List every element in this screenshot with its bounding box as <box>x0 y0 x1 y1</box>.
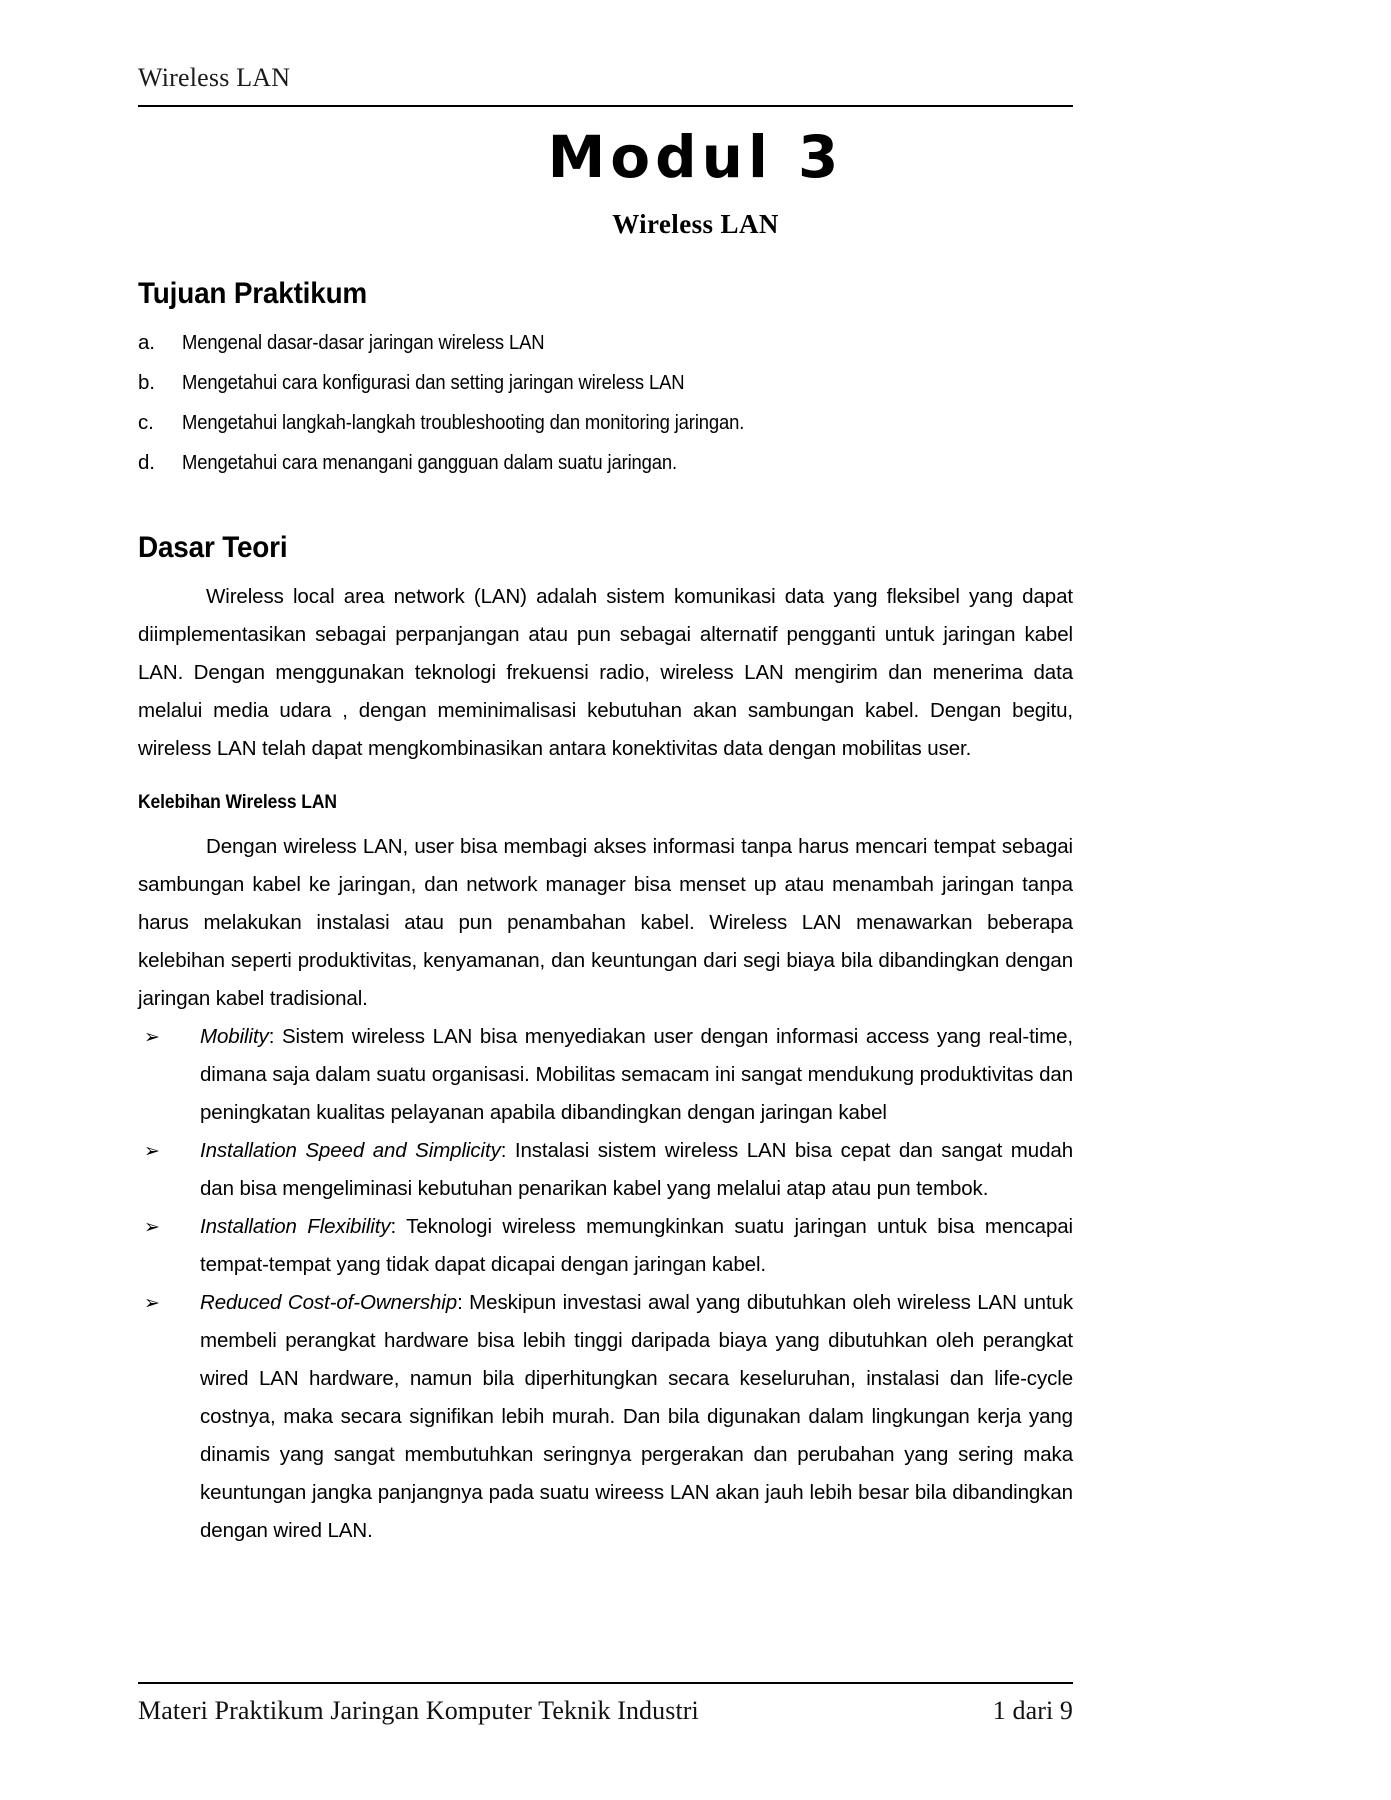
bullet-term: Installation Flexibility <box>200 1215 391 1238</box>
arrow-bullet-icon: ➢ <box>144 1140 160 1162</box>
list-marker: b. <box>138 371 155 394</box>
footer-divider <box>138 1682 1073 1684</box>
page-title: Modul 3 <box>547 123 844 191</box>
bullet-body: : Meskipun investasi awal yang dibutuhkan oleh wireless LAN untuk membeli perangkat hardware bisa lebih tinggi daripada biaya yang dibutuhkan oleh perangkat wired LAN hardware, namun bila diperhitungkan secara keseluruhan, instalasi dan life-cycle costnya, maka secara signifikan lebih murah. Dan bila digunakan dalam lingkungan kerja yang dinamis yang sangat membutuhkan seringnya pergerakan dan perubahan yang sering maka keuntungan jangka panjangnya pada suatu wireess LAN akan jauh lebih besar bila dibandingkan dengan wired LAN. <box>200 1291 1073 1542</box>
list-marker: a. <box>138 331 155 354</box>
bullet-term: Installation Speed and Simplicity <box>200 1139 501 1162</box>
theory-paragraph: Wireless local area network (LAN) adalah sistem komunikasi data yang fleksibel yang dapat diimplementasikan sebagai perpanjangan atau pun sebagai alternatif pengganti untuk jaringan kabel LAN. Dengan menggunakan teknologi frekuensi radio, wireless LAN mengirim dan menerima data melalui media udara , dengan meminimalisasi kebutuhan akan sambungan kabel. Dengan begitu, wireless LAN telah dapat mengkombinasikan antara konektivitas data dengan mobilitas user. <box>138 585 1073 760</box>
list-item <box>138 1132 1073 1208</box>
header-divider <box>138 105 1073 107</box>
list-item-text: Mengenal dasar-dasar jaringan wireless LAN <box>182 331 545 354</box>
bullet-term: Reduced Cost-of-Ownership <box>200 1291 458 1314</box>
list-item-text: Mengetahui langkah-langkah troubleshooting dan monitoring jaringan. <box>182 411 745 434</box>
arrow-bullet-icon: ➢ <box>144 1216 160 1238</box>
objectives-list <box>138 330 1073 476</box>
advantages-bullet-list <box>138 1018 1073 1550</box>
list-item <box>138 1018 1073 1132</box>
heading-spacer <box>138 566 1073 578</box>
arrow-bullet-icon: ➢ <box>144 1026 160 1048</box>
list-item <box>138 410 1073 436</box>
arrow-bullet-icon: ➢ <box>144 1292 160 1314</box>
footer-text: Materi Praktikum Jaringan Komputer Teknik Industri <box>138 1696 699 1725</box>
list-item-text: Mengetahui cara menangani gangguan dalam suatu jaringan. <box>182 451 678 474</box>
document-body <box>138 276 1073 1550</box>
bullet-body: : Instalasi sistem wireless LAN bisa cepat dan sangat mudah dan bisa mengeliminasi kebutuhan penarikan kabel yang melalui atap atau pun tembok. <box>200 1139 1073 1200</box>
list-item <box>138 330 1073 356</box>
list-item <box>138 1208 1073 1284</box>
subheading-advantages: Kelebihan Wireless LAN <box>138 792 337 813</box>
subheading-spacer <box>138 816 1073 828</box>
list-item <box>138 370 1073 396</box>
running-header: Wireless LAN <box>138 63 291 92</box>
section-heading-theory: Dasar Teori <box>138 531 288 564</box>
page-subtitle: Wireless LAN <box>612 209 779 239</box>
advantages-paragraph: Dengan wireless LAN, user bisa membagi akses informasi tanpa harus mencari tempat sebagai sambungan kabel ke jaringan, dan network manager bisa menset up atau menambah jaringan tanpa harus melakukan instalasi atau pun penambahan kabel. Wireless LAN menawarkan beberapa kelebihan seperti produktivitas, kenyamanan, dan keuntungan dari segi biaya bila dibandingkan dengan jaringan kabel tradisional. <box>138 835 1073 1010</box>
list-marker: d. <box>138 451 155 474</box>
paragraph-spacer <box>138 768 1073 790</box>
section-spacer <box>138 490 1073 530</box>
bullet-body: : Teknologi wireless memungkinkan suatu jaringan untuk bisa mencapai tempat-tempat yang tidak dapat dicapai dengan jaringan kabel. <box>200 1215 1074 1276</box>
page-number: 1 dari 9 <box>992 1696 1073 1725</box>
bullet-body: : Sistem wireless LAN bisa menyediakan user dengan informasi access yang real-time, dimana saja dalam suatu organisasi. Mobilitas semacam ini sangat mendukung produktivitas dan peningkatan kualitas pelayanan apabila dibandingkan dengan jaringan kabel <box>200 1025 1073 1124</box>
section-heading-objectives: Tujuan Praktikum <box>138 277 368 310</box>
list-item <box>138 1284 1073 1550</box>
list-item <box>138 450 1073 476</box>
bullet-term: Mobility <box>200 1025 269 1048</box>
list-marker: c. <box>138 411 154 434</box>
list-item-text: Mengetahui cara konfigurasi dan setting jaringan wireless LAN <box>182 371 685 394</box>
